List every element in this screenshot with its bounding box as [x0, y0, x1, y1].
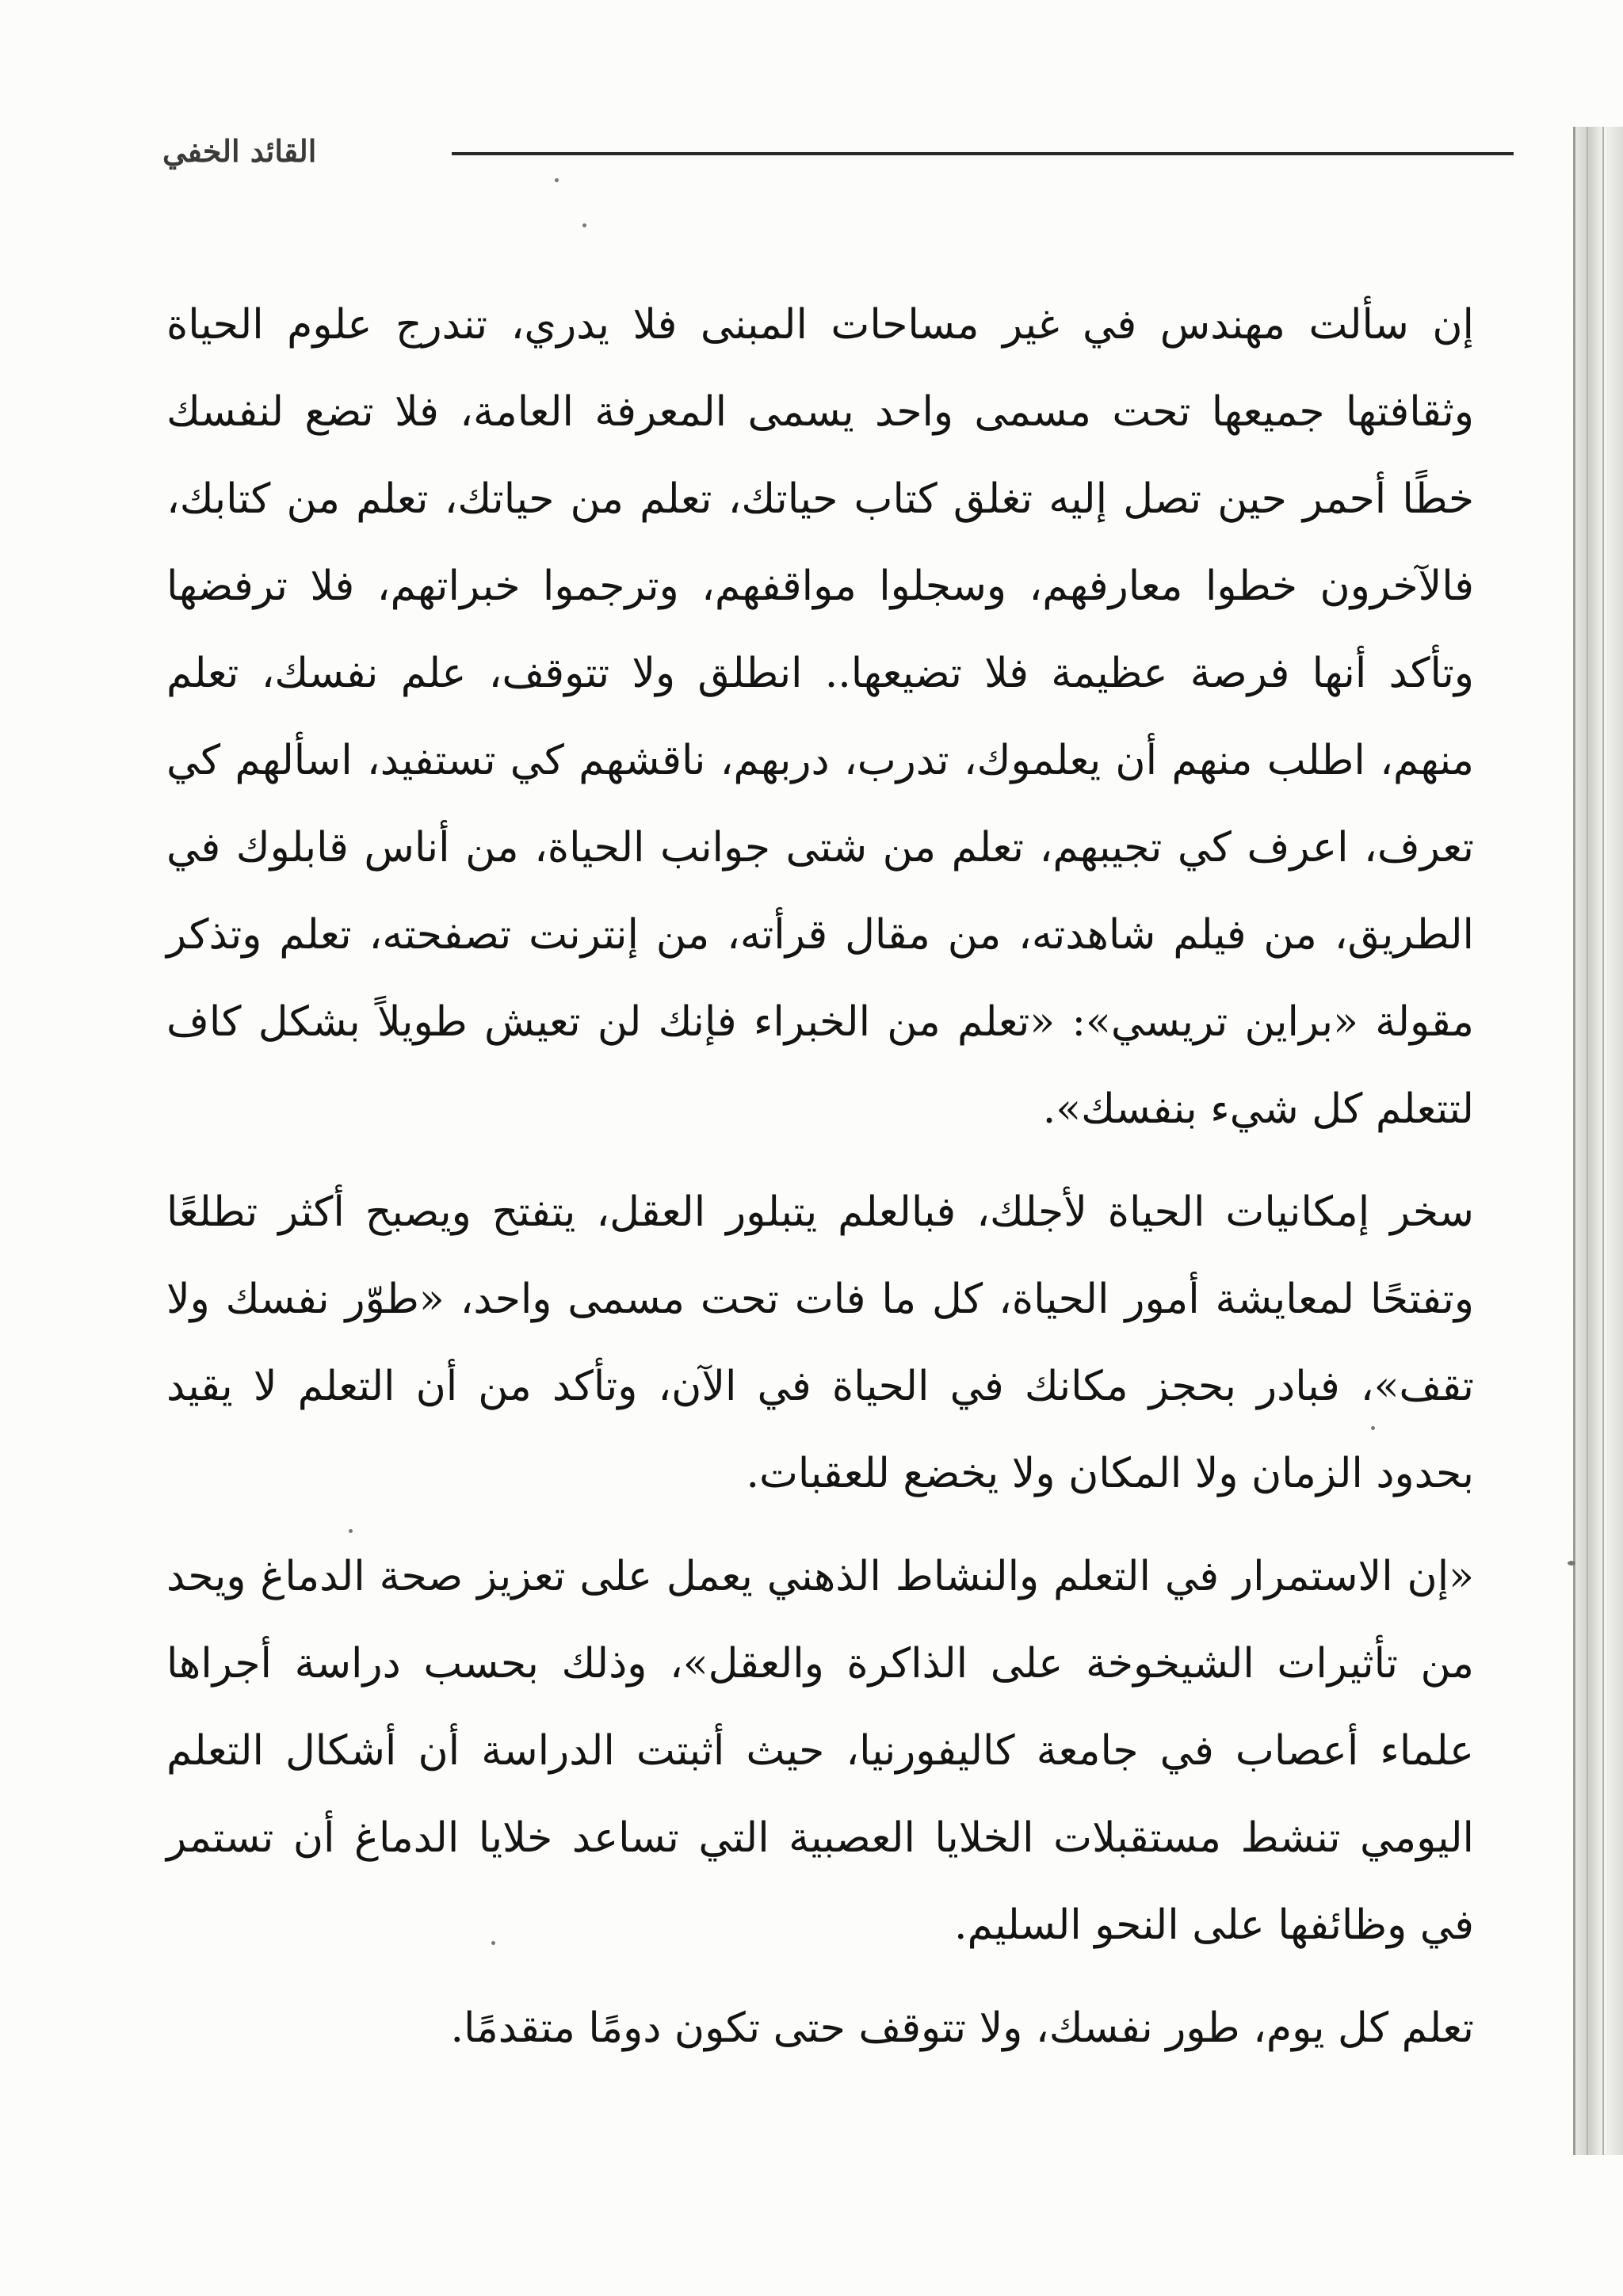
scan-speck	[1568, 1561, 1575, 1566]
paragraph: «إن الاستمرار في التعلم والنشاط الذهني يعمل على تعزيز صحة الدماغ ويحد من تأثيرات الشيخوخة على الذاكرة والعقل»، وذلك بحسب دراسة أجراها علماء أعصاب في جامعة كاليفورنيا، حيث أثبتت الدراسة أن أشكال التعلم اليومي تنشط مستقبلات الخلايا العصبية التي تساعد خلايا الدماغ أن تستمر في وظائفها على النحو السليم.	[166, 1553, 1474, 1949]
paragraph: تعلم كل يوم، طور نفسك، ولا تتوقف حتى تكون دومًا متقدمًا.	[450, 2004, 1474, 2052]
scan-speck	[582, 223, 586, 227]
paragraph: إن سألت مهندس في غير مساحات المبنى فلا يدري، تندرج علوم الحياة وثقافتها جميعها تحت مسمى واحد يسمى المعرفة العامة، فلا تضع لنفسك خطًا أحمر حين تصل إليه تغلق كتاب حياتك، تعلم من حياتك، تعلم من كتابك، فالآخرون خطوا معارفهم، وسجلوا مواقفهم، وترجموا خبراتهم، فلا ترفضها وتأكد أنها فرصة عظيمة فلا تضيعها.. انطلق ولا تتوقف، علم نفسك، تعلم منهم، اطلب منهم أن يعلموك، تدرب، دربهم، ناقشهم كي تستفيد، اسألهم كي تعرف، اعرف كي تجيبهم، تعلم من شتى جوانب الحياة، من أناس قابلوك في الطريق، من فيلم شاهدته، من مقال قرأته، من إنترنت تصفحته، تعلم وتذكر مقولة «براين تريسي»: «تعلم من الخبراء فإنك لن تعيش طويلاً بشكل كاف لتتعلم كل شيء بنفسك».	[166, 301, 1474, 1133]
page-edge-line	[1602, 127, 1604, 2155]
page-edge-line	[1587, 127, 1588, 2155]
body-text	[166, 281, 1474, 2072]
scan-speck	[1371, 1426, 1375, 1430]
paragraph: سخر إمكانيات الحياة لأجلك، فبالعلم يتبلور العقل، يتفتح ويصبح أكثر تطلعًا وتفتحًا لمعايشة أمور الحياة، كل ما فات تحت مسمى واحد، «طوّر نفسك ولا تقف»، فبادر بحجز مكانك في الحياة في الآن، وتأكد من أن التعلم لا يقيد بحدود الزمان ولا المكان ولا يخضع للعقبات.	[166, 1188, 1474, 1497]
header-rule	[452, 152, 1514, 155]
running-header-title: القائد الخفي	[162, 133, 317, 169]
scan-speck	[555, 178, 559, 182]
scan-speck	[491, 1941, 495, 1945]
page-edge-shadow	[1573, 127, 1623, 2155]
scan-speck	[349, 1529, 353, 1533]
